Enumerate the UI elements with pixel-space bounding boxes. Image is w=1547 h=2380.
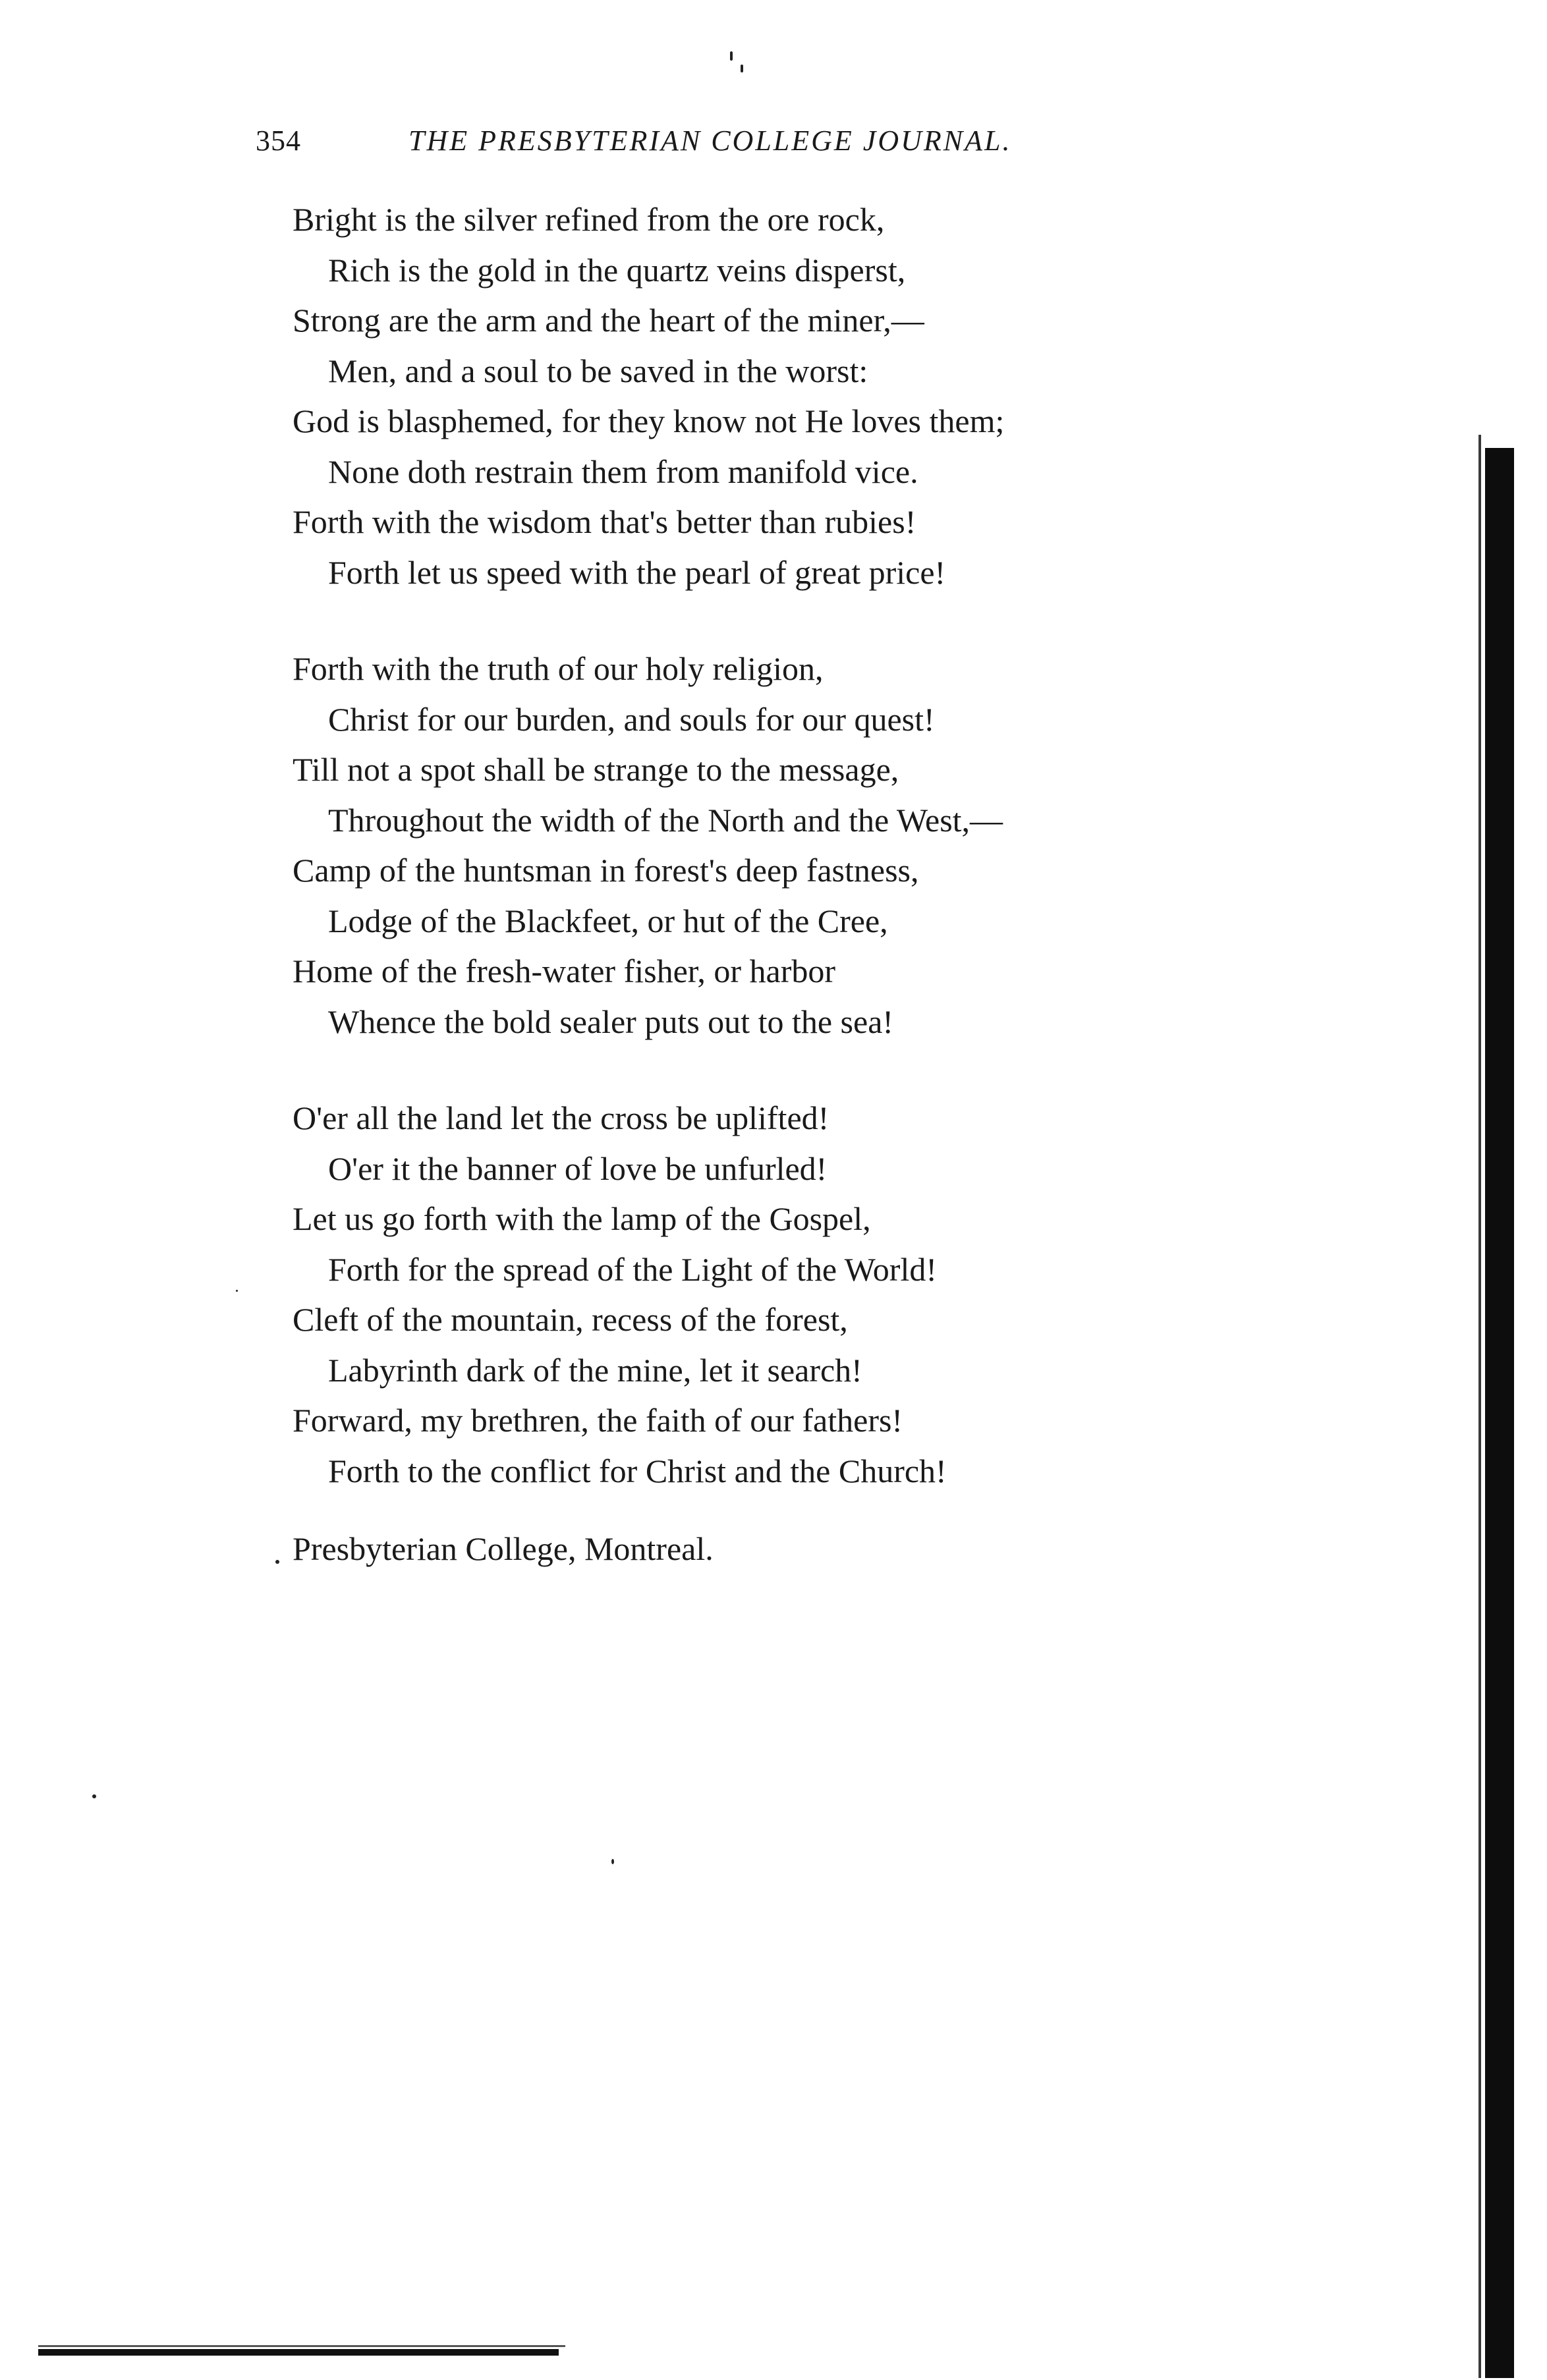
poem-line: Lodge of the Blackfeet, or hut of the Cree, <box>328 902 888 939</box>
poem-line: Forth to the conflict for Christ and the Church! <box>328 1452 947 1489</box>
poem-line: Throughout the width of the North and the West,— <box>328 801 1003 839</box>
poem-line: Forth with the wisdom that's better than rubies! <box>293 503 916 540</box>
poem-line: Men, and a soul to be saved in the worst: <box>328 352 868 389</box>
scan-speck <box>611 1859 614 1864</box>
stanza-3 <box>293 1093 1215 1496</box>
scan-speck <box>741 65 743 72</box>
scan-speck <box>236 1290 238 1292</box>
poem-line: Forward, my brethren, the faith of our fathers! <box>293 1402 903 1439</box>
bottom-rule-thin <box>38 2345 565 2347</box>
poem-line: Christ for our burden, and souls for our quest! <box>328 700 935 738</box>
poem-line: Home of the fresh-water fisher, or harbor <box>293 953 836 989</box>
poem-line: Whence the bold sealer puts out to the sea! <box>328 1003 894 1040</box>
poem-line: Labyrinth dark of the mine, let it search! <box>328 1351 862 1389</box>
poem-line: O'er all the land let the cross be uplifted! <box>293 1099 830 1136</box>
poem-line: Camp of the huntsman in forest's deep fastness, <box>293 852 919 889</box>
page-number: 354 <box>256 125 301 157</box>
poem-line: None doth restrain them from manifold vice. <box>328 453 918 490</box>
scan-speck <box>275 1560 279 1564</box>
poem-line: O'er it the banner of love be unfurled! <box>328 1149 828 1187</box>
scan-speck <box>730 51 733 61</box>
poem-line: Forth with the truth of our holy religion, <box>293 650 824 687</box>
poem-line: Let us go forth with the lamp of the Gospel, <box>293 1200 871 1237</box>
poem-body <box>293 194 1215 1574</box>
poem-line: Rich is the gold in the quartz veins disperst, <box>328 251 906 289</box>
poem-line: Forth for the spread of the Light of the World! <box>328 1250 937 1288</box>
bottom-rule <box>38 2349 559 2356</box>
page-header <box>256 124 1165 170</box>
poem-line: Bright is the silver refined from the ore rock, <box>293 201 885 238</box>
poem-line: God is blasphemed, for they know not He loves them; <box>293 402 1005 439</box>
poem-line: Cleft of the mountain, recess of the forest, <box>293 1301 848 1338</box>
poem-line: Strong are the arm and the heart of the miner,— <box>293 302 924 339</box>
binding-edge-line <box>1478 435 1481 2378</box>
signature-line: Presbyterian College, Montreal. <box>293 1530 714 1567</box>
poem-line: Till not a spot shall be strange to the message, <box>293 751 899 788</box>
binding-shadow-bar <box>1485 448 1514 2378</box>
stanza-1 <box>293 194 1215 597</box>
poem-line: Forth let us speed with the pearl of great price! <box>328 553 946 591</box>
scan-speck <box>92 1794 96 1798</box>
stanza-2 <box>293 644 1215 1047</box>
running-title: THE PRESBYTERIAN COLLEGE JOURNAL. <box>408 125 1012 157</box>
